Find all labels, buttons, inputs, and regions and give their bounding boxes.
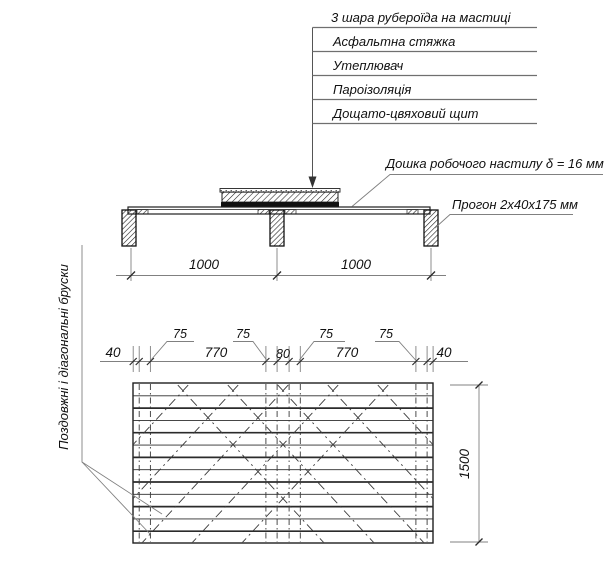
bar-section (258, 210, 269, 214)
purlin-callout-text: Прогон 2x40x175 мм (452, 197, 578, 212)
layer-callout-text-5: Дощато-цвяховий щит (333, 106, 479, 121)
bar-section (137, 210, 148, 214)
dim-leader (233, 342, 267, 361)
bar-section (407, 210, 418, 214)
section-view (122, 189, 438, 247)
span-dimension (116, 248, 446, 281)
width-dim-bar1: 75 (173, 327, 187, 341)
layer-callout-text-2: Асфальтна стяжка (333, 34, 456, 49)
asphalt-screed-layer (222, 192, 338, 202)
width-dim-span2: 770 (335, 345, 359, 360)
insulation-black-band (221, 202, 339, 206)
dim-leader (375, 342, 416, 361)
layer-callout-text-1: 3 шара рубероїда на мастиці (331, 10, 511, 25)
plan-height-dimension (450, 382, 488, 546)
dim-leader (151, 342, 195, 361)
plan-view (40, 381, 526, 545)
width-dim-edge-right: 40 (436, 345, 452, 360)
width-dim-bar4: 75 (379, 327, 393, 341)
width-dim-center: 80 (276, 347, 290, 361)
bar-section (285, 210, 296, 214)
side-callout-text: Поздовжні і діагональні бруски (56, 264, 71, 450)
purlin-post-left (122, 210, 136, 246)
span-dim-left: 1000 (188, 257, 220, 272)
purlin-post-center (270, 210, 284, 246)
width-dim-span1: 770 (204, 345, 228, 360)
span-dim-right: 1000 (340, 257, 372, 272)
layer-callout-text-4: Пароізоляція (333, 82, 412, 97)
deck-callout-text: Дошка робочого настилу δ = 16 мм (386, 156, 604, 171)
purlin-post-right (424, 210, 438, 246)
height-dim-text: 1500 (457, 448, 472, 480)
purlin-callout-leader (435, 215, 573, 229)
plan-width-dimensions (100, 327, 468, 372)
width-dim-bar3: 75 (319, 327, 333, 341)
width-dim-bar2: 75 (236, 327, 250, 341)
purlin-callout (435, 197, 578, 228)
ruberoid-layer (220, 189, 340, 193)
down-arrow-icon (309, 177, 317, 189)
layer-callout-labels (331, 10, 512, 121)
layer-callout-text-3: Утеплювач (333, 58, 404, 73)
width-dim-edge-left: 40 (105, 345, 121, 360)
